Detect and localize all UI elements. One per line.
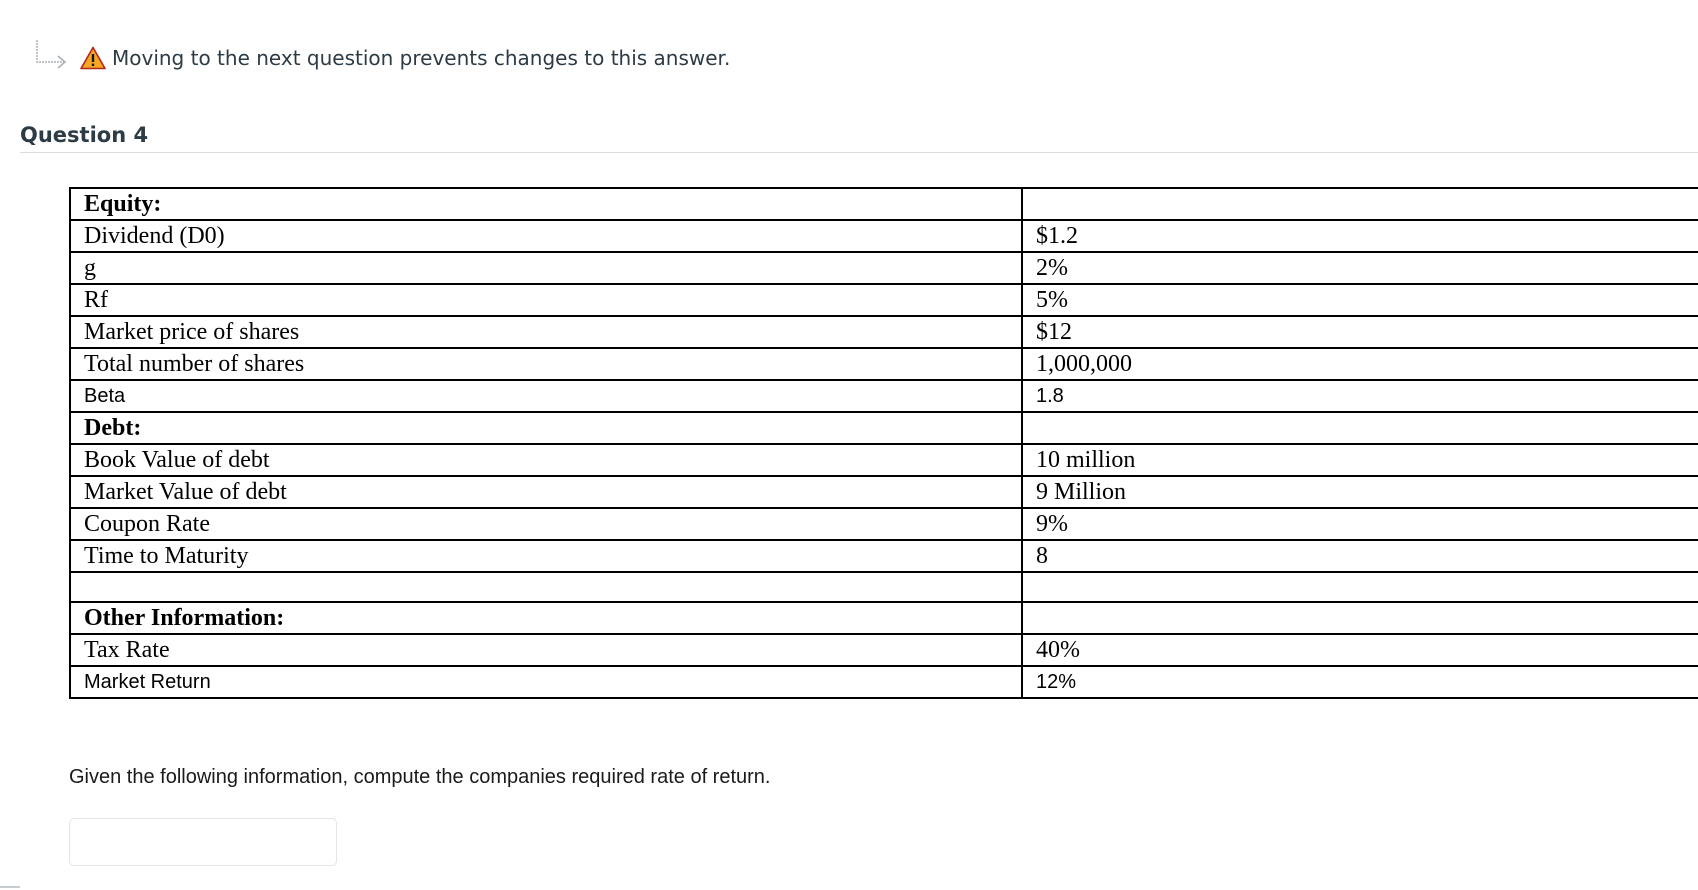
table-cell-value [1022,602,1698,634]
table-section-row [70,412,1698,444]
table-cell-value: 1.8 [1022,380,1698,412]
bottom-divider [0,886,20,888]
table-row [70,284,1698,316]
table-cell-value [1022,188,1698,220]
question-title: Question 4 [20,123,149,147]
table-cell-value: 12% [1022,666,1698,698]
table-row [70,252,1698,284]
table-cell-value [1022,572,1698,602]
table-cell-label: Market price of shares [70,316,1022,348]
section-heading: Equity: [70,188,1022,220]
table-cell-value: 9% [1022,508,1698,540]
table-cell-label: Market Return [70,666,1022,698]
table-cell-label: Tax Rate [70,634,1022,666]
table-section-row [70,602,1698,634]
table-section-row [70,188,1698,220]
table-cell-label: Dividend (D0) [70,220,1022,252]
table-cell-label: Total number of shares [70,348,1022,380]
table-cell-label [70,572,1022,602]
title-divider [20,152,1698,153]
table-row [70,220,1698,252]
table-cell-value: $1.2 [1022,220,1698,252]
table-cell-label: Time to Maturity [70,540,1022,572]
table-row [70,540,1698,572]
table-row [70,316,1698,348]
table-cell-value: 40% [1022,634,1698,666]
table-cell-value: 9 Million [1022,476,1698,508]
table-cell-value: 8 [1022,540,1698,572]
table-row [70,380,1698,412]
table-row [70,666,1698,698]
section-heading: Debt: [70,412,1022,444]
table-cell-value: 10 million [1022,444,1698,476]
table-cell-label: Book Value of debt [70,444,1022,476]
table-row [70,508,1698,540]
table-row [70,572,1698,602]
table-cell-label: Rf [70,284,1022,316]
table-row [70,634,1698,666]
answer-lock-warning [34,38,730,78]
table-cell-value: 5% [1022,284,1698,316]
question-data-table [69,187,1698,699]
table-row [70,476,1698,508]
question-prompt: Given the following information, compute the companies required rate of return. [69,766,771,788]
table-cell-label: g [70,252,1022,284]
table-row [70,348,1698,380]
table-cell-label: Coupon Rate [70,508,1022,540]
table-row [70,444,1698,476]
table-cell-value: $12 [1022,316,1698,348]
answer-input[interactable] [69,818,337,866]
table-cell-label: Beta [70,380,1022,412]
table-cell-label: Market Value of debt [70,476,1022,508]
table-cell-value: 2% [1022,252,1698,284]
warning-triangle-icon [80,46,106,70]
table-cell-value: 1,000,000 [1022,348,1698,380]
warning-text: Moving to the next question prevents changes to this answer. [112,46,731,70]
subdirectory-arrow-icon [34,38,80,78]
section-heading: Other Information: [70,602,1022,634]
table-cell-value [1022,412,1698,444]
